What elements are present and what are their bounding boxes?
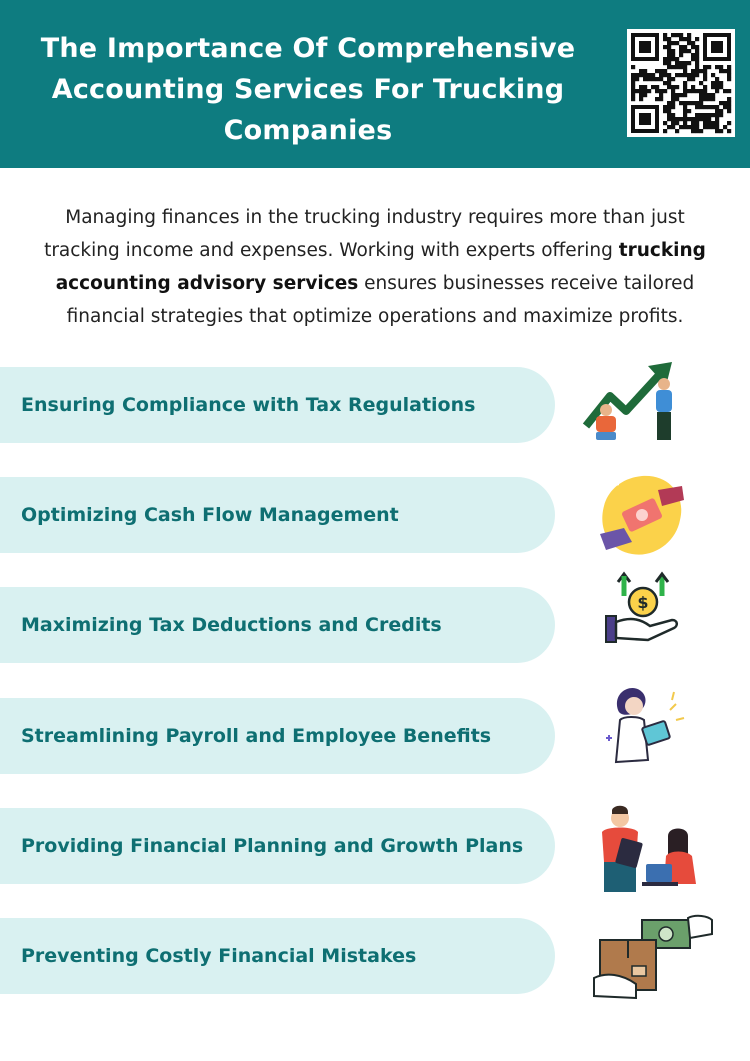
intro-paragraph [30,201,720,333]
woman-tablet-icon [598,680,694,776]
growth-chart-people-icon [578,356,678,446]
item-label: Streamlining Payroll and Employee Benefits [21,725,492,747]
box-payment-icon [592,912,714,1002]
team-meeting-icon [584,804,708,896]
page-title: The Importance Of Comprehensive Accounting Services For Trucking Companies [40,33,576,146]
item-cash-flow [0,477,555,553]
item-preventing-mistakes [0,918,555,994]
item-label: Maximizing Tax Deductions and Credits [21,614,442,636]
intro-text-part2: ensures businesses receive tailored financial strategies that optimize operations and maximize profits. [66,273,695,327]
money-exchange-icon [596,470,688,562]
item-payroll [0,698,555,774]
item-tax-deductions [0,587,555,663]
intro-text-part1: Managing finances in the trucking industry requires more than just tracking income and expenses. Working with experts offering [44,207,685,261]
qr-code-icon [627,29,735,137]
intro-bold-text: trucking accounting advisory services [55,240,706,294]
item-label: Preventing Costly Financial Mistakes [21,945,417,967]
header-banner [0,0,750,168]
item-label: Optimizing Cash Flow Management [21,504,399,526]
hand-coin-icon [602,570,682,646]
item-label: Providing Financial Planning and Growth Plans [21,835,524,857]
svg-text:$: $ [637,593,649,612]
item-label: Ensuring Compliance with Tax Regulations [21,394,476,416]
item-tax-compliance [0,367,555,443]
item-financial-planning [0,808,555,884]
